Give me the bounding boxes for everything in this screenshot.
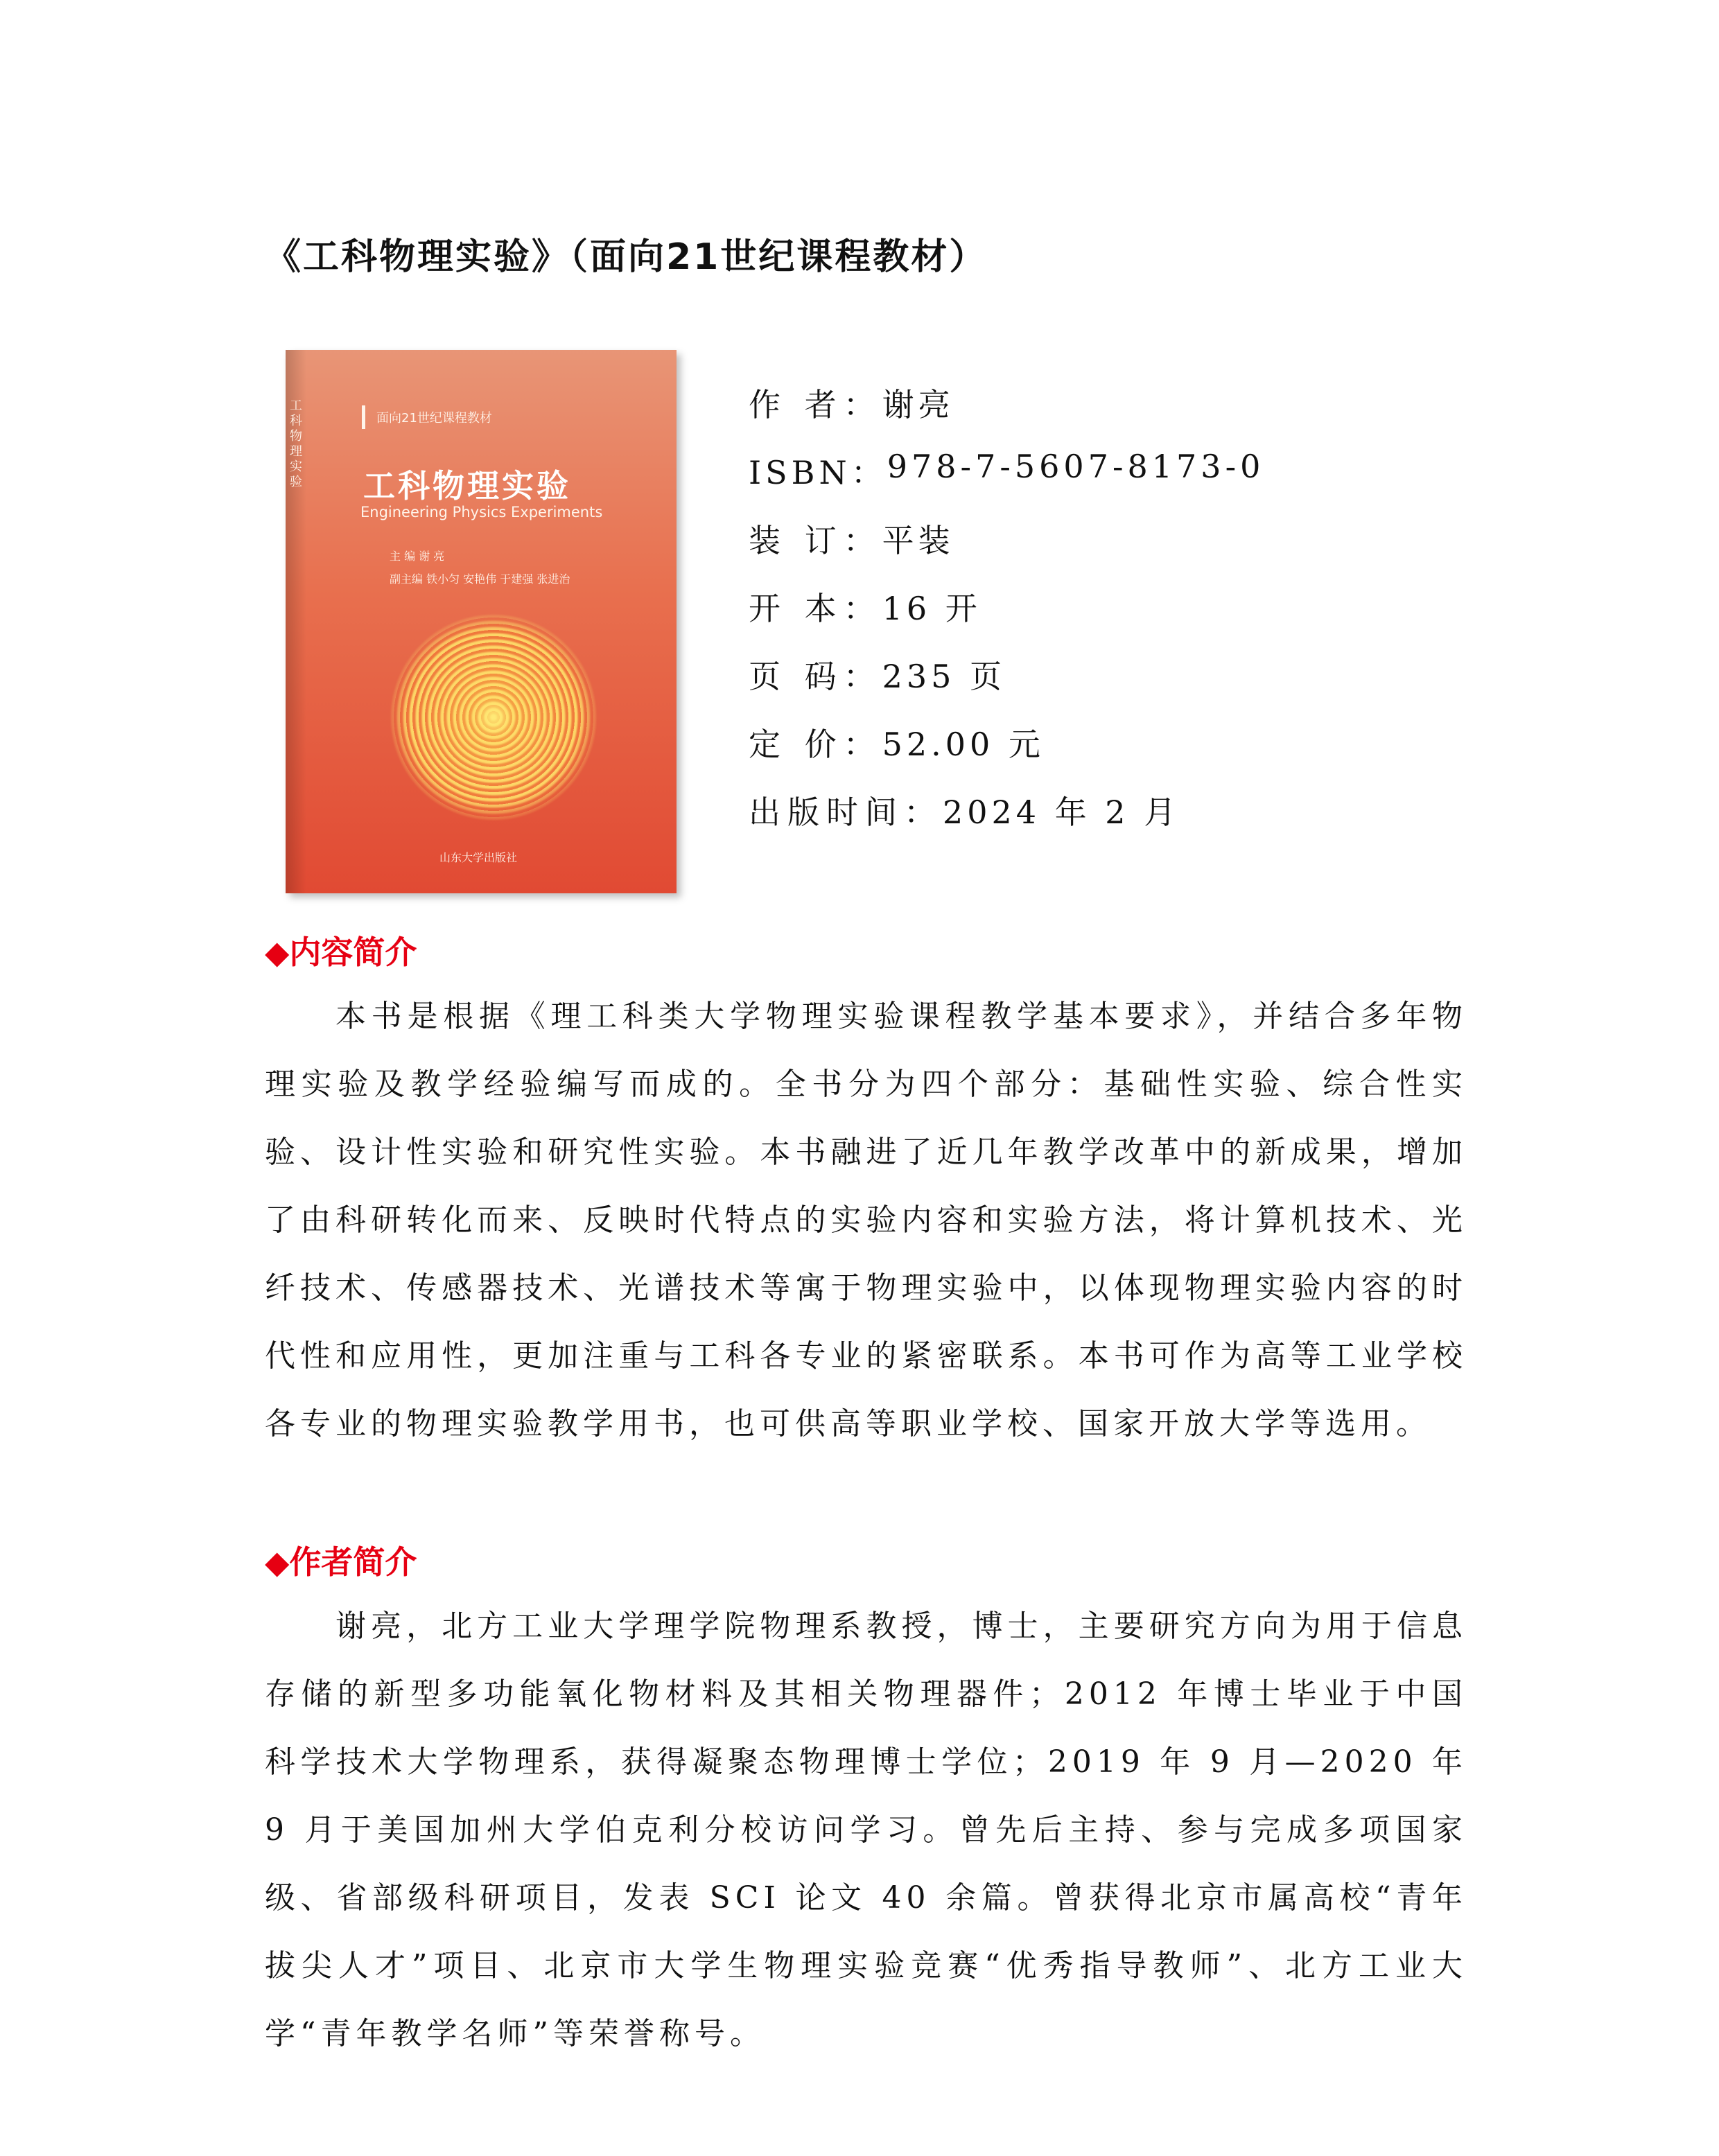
author-intro-text: 谢亮，北方工业大学理学院物理系教授，博士，主要研究方向为用于信息存储的新型多功能氧化物材料及其相关物理器件；2012 年博士毕业于中国科学技术大学物理系，获得凝聚态物理博士学位；2019 年 9 月—2020 年 9 月于美国加州大学伯克利分校访问学习。曾先后主持、参与完成多项国家级、省部级科研项目，发表 SCI 论文 40 余篇。曾获得北京市属高校“青年拔尖人才”项目、北京市大学生物理实验竞赛“优秀指导教师”、北方工业大学“青年教学名师”等荣誉称号。	[265, 1609, 1467, 2051]
cover-subtitle: Engineering Physics Experiments	[360, 504, 603, 520]
info-binding	[749, 516, 1442, 584]
binding-label: 装 订：	[749, 522, 882, 559]
info-price	[749, 719, 1442, 787]
content-intro-heading: ◆内容简介	[265, 934, 417, 971]
book-info	[749, 380, 1442, 855]
book-cover-image	[286, 350, 677, 893]
cover-title: 工科物理实验	[363, 467, 571, 505]
cover-spine-text: 工科物理实验	[290, 398, 302, 489]
pages-value: 235 页	[882, 658, 1006, 695]
info-isbn	[749, 448, 1442, 516]
content-intro-text: 本书是根据《理工科类大学物理实验课程教学基本要求》，并结合多年物理实验及教学经验编写而成的。全书分为四个部分：基础性实验、综合性实验、设计性实验和研究性实验。本书融进了近几年教学改革中的新成果，增加了由科研转化而来、反映时代特点的实验内容和实验方法，将计算机技术、光纤技术、传感器技术、光谱技术等寓于物理实验中，以体现物理实验内容的时代性和应用性，更加注重与工科各专业的紧密联系。本书可作为高等工业学校各专业的物理实验教学用书，也可供高等职业学校、国家开放大学等选用。	[265, 999, 1467, 1441]
cover-deputy-editors: 副主编 铁小匀 安艳伟 于建强 张进治	[390, 572, 570, 586]
author-intro-heading: ◆作者简介	[265, 1543, 417, 1581]
binding-value: 平装	[882, 522, 954, 559]
cover-series-label: 面向21世纪课程教材	[362, 405, 500, 429]
page-title: 《工科物理实验》（面向21世纪课程教材）	[265, 236, 988, 278]
cover-editor: 主 编 谢 亮	[390, 550, 445, 563]
pages-label: 页 码：	[749, 658, 882, 695]
price-value: 52.00 元	[882, 726, 1045, 763]
price-label: 定 价：	[749, 726, 882, 763]
author-value: 谢亮	[882, 386, 954, 423]
format-value: 16 开	[882, 590, 981, 627]
cover-spine	[286, 350, 306, 893]
format-label: 开 本：	[749, 590, 882, 627]
isbn-value: 978-7-5607-8173-0	[887, 448, 1265, 485]
cover-publisher: 山东大学出版社	[439, 851, 518, 864]
interference-rings-graphic	[390, 613, 597, 821]
info-author	[749, 380, 1442, 448]
info-format	[749, 584, 1442, 651]
date-value: 2024 年 2 月	[943, 794, 1180, 831]
isbn-label: ISBN：	[749, 454, 887, 491]
info-pages	[749, 651, 1442, 719]
author-label: 作 者：	[749, 386, 882, 423]
date-label: 出版时间：	[749, 794, 943, 831]
info-date	[749, 787, 1442, 855]
